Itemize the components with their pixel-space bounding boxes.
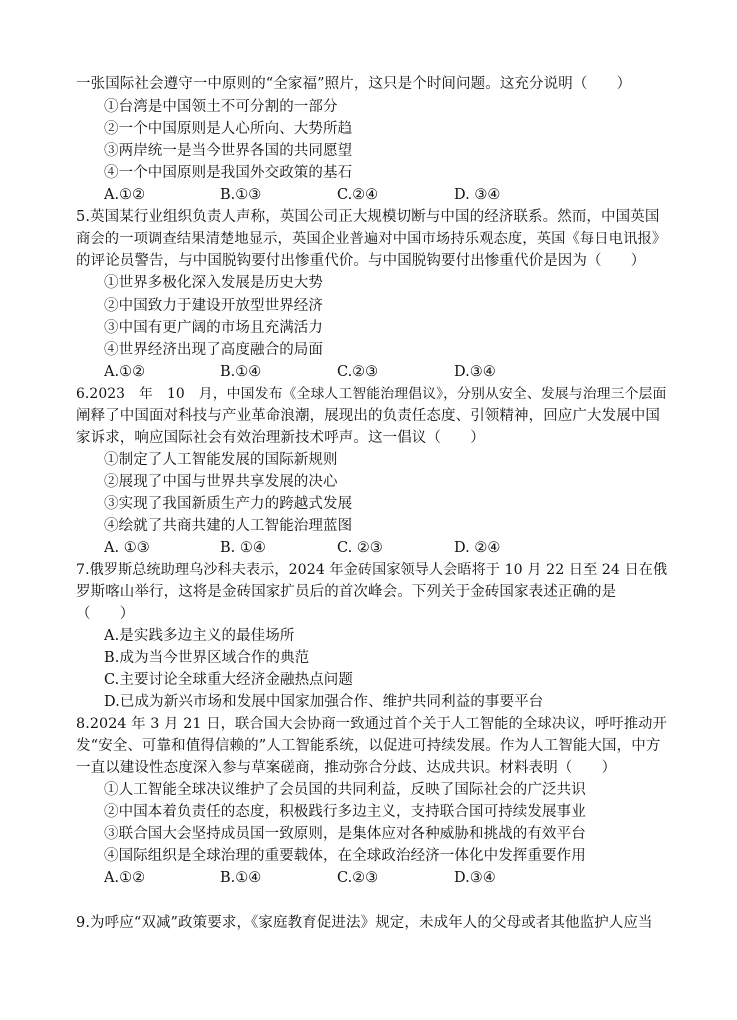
q4-choice-d: D. ③④ [454, 187, 501, 203]
q8-stem-line-2: 发“安全、可靠和值得信赖的”人工智能系统，以促进可持续发展。作为人工智能大国，中方 [76, 738, 661, 754]
q4-stem-tail: 一张国际社会遵守一中原则的“全家福”照片，这只是个时间问题。这充分说明（ ） [76, 76, 632, 92]
q4-choices [104, 185, 664, 205]
q8-option-4: ④国际组织是全球治理的重要载体，在全球政治经济一体化中发挥重要作用 [104, 848, 586, 864]
q8-choice-b: B.①④ [220, 870, 262, 886]
q8-choice-a: A.①② [104, 870, 146, 886]
q5-stem-line-3: 的评论员警告，与中国脱钩要付出惨重代价。与中国脱钩要付出惨重代价是因为（ ） [76, 253, 646, 269]
q8-option-3: ③联合国大会坚持成员国一致原则，是集体应对各种威胁和挑战的有效平台 [104, 826, 586, 842]
q6-stem-line-3: 家诉求，响应国际社会有效治理新技术呼声。这一倡议（ ） [76, 430, 485, 446]
q5-choice-a: A.①② [104, 364, 146, 380]
q7-stem-line-3: （ ） [76, 606, 135, 622]
q6-choices [104, 538, 664, 558]
q8-option-1: ①人工智能全球决议维护了会员国的共同利益，反映了国际社会的广泛共识 [104, 782, 586, 798]
q8-choice-c: C.②③ [337, 870, 379, 886]
q6-option-1: ①制定了人工智能发展的国际新规则 [104, 452, 338, 468]
q5-choice-c: C.②③ [337, 364, 379, 380]
q5-choices [104, 362, 664, 382]
q6-choice-c: C. ②③ [337, 540, 383, 556]
q4-choice-b: B.①③ [220, 187, 262, 203]
q8-choices [104, 868, 664, 888]
q7-option-a: A.是实践多边主义的最佳场所 [104, 628, 295, 644]
q5-stem-line-2: 商会的一项调查结果清楚地显示，英国企业普遍对中国市场持乐观态度，英国《每日电讯报》 [76, 231, 667, 247]
q4-option-2: ②一个中国原则是人心所向、大势所趋 [104, 121, 353, 137]
q7-option-d: D.已成为新兴市场和发展中国家加强合作、维护共同利益的事要平台 [104, 694, 544, 710]
q6-stem-line-1: 6.2023 年 10 月，中国发布《全球人工智能治理倡议》，分别从安全、发展与治理三个层面 [76, 386, 667, 402]
q9-stem-line-1: 9.为呼应“双减”政策要求，《家庭教育促进法》规定，未成年人的父母或者其他监护人应当 [76, 915, 653, 931]
q6-option-4: ④绘就了共商共建的人工智能治理蓝图 [104, 518, 353, 534]
q7-option-c: C.主要讨论全球重大经济金融热点问题 [104, 672, 353, 688]
q7-stem-line-2: 罗斯喀山举行，这将是金砖国家扩员后的首次峰会。下列关于金砖国家表述正确的是 [76, 584, 617, 600]
q8-option-2: ②中国本着负责任的态度，积极践行多边主义，支持联合国可持续发展事业 [104, 804, 586, 820]
q5-choice-b: B.①④ [220, 364, 262, 380]
q5-option-3: ③中国有更广阔的市场且充满活力 [104, 320, 323, 336]
q6-choice-a: A. ①③ [104, 540, 150, 556]
q4-option-1: ①台湾是中国领土不可分割的一部分 [104, 99, 338, 115]
q7-stem-line-1: 7.俄罗斯总统助理乌沙科夫表示，2024 年金砖国家领导人会晤将于 10 月 22 日至 24 日在俄 [76, 562, 668, 578]
q5-option-4: ④世界经济出现了高度融合的局面 [104, 342, 323, 358]
q6-stem-line-2: 阐释了中国面对科技与产业革命浪潮，展现出的负责任态度、引领精神，回应广大发展中国 [76, 408, 660, 424]
q8-stem-line-3: 一直以建设性态度深入参与草案磋商，推动弥合分歧、达成共识。材料表明（ ） [76, 760, 617, 776]
q5-option-2: ②中国致力于建设开放型世界经济 [104, 298, 323, 314]
q6-choice-b: B. ①④ [220, 540, 266, 556]
q6-option-2: ②展现了中国与世界共享发展的决心 [104, 474, 338, 490]
q8-choice-d: D.③④ [454, 870, 496, 886]
q6-option-3: ③实现了我国新质生产力的跨越式发展 [104, 496, 353, 512]
q4-choice-c: C.②④ [337, 187, 379, 203]
q8-stem-line-1: 8.2024 年 3 月 21 日，联合国大会协商一致通过首个关于人工智能的全球决议，呼吁推动开 [76, 716, 667, 732]
q4-choice-a: A.①② [104, 187, 146, 203]
q4-option-3: ③两岸统一是当今世界各国的共同愿望 [104, 143, 353, 159]
q6-choice-d: D. ②④ [454, 540, 501, 556]
q5-stem-line-1: 5.英国某行业组织负责人声称，英国公司正大规模切断与中国的经济联系。然而，中国英国 [76, 209, 660, 225]
q5-choice-d: D.③④ [454, 364, 496, 380]
q5-option-1: ①世界多极化深入发展是历史大势 [104, 275, 323, 291]
q7-option-b: B.成为当今世界区域合作的典范 [104, 650, 310, 666]
q4-option-4: ④一个中国原则是我国外交政策的基石 [104, 165, 353, 181]
